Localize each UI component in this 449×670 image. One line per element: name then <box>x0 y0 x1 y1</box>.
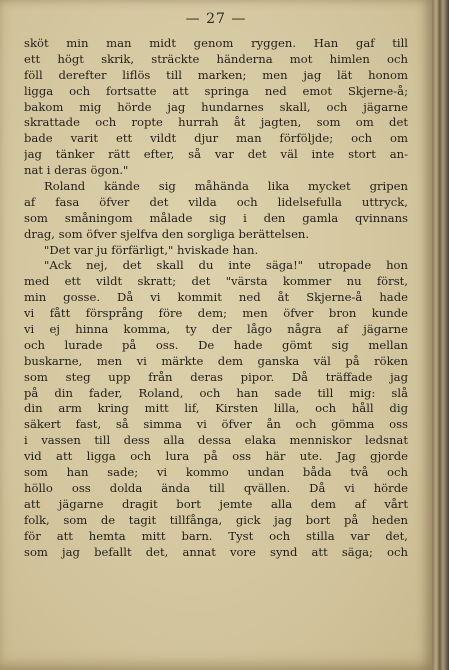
text-line: ett högt skrik, sträckte händerna mot himlen och <box>24 51 408 66</box>
text-line: som steg upp från deras pipor. Då träffade jag <box>24 369 408 384</box>
text-line: "Ack nej, det skall du inte säga!" utropade hon <box>44 258 408 273</box>
text-line: vi ej hinna komma, ty der lågo några af jägarne <box>24 322 408 337</box>
body-text <box>24 36 408 560</box>
text-line: ligga och fortsatte att springa ned emot Skjerne-å; <box>24 83 408 98</box>
text-line: som småningom målade sig i den gamla qvinnans <box>24 210 408 225</box>
text-line: på din fader, Roland, och han sade till mig: slå <box>24 385 408 400</box>
text-line: nat i deras ögon." <box>24 163 129 178</box>
text-line: bakom mig hörde jag hundarnes skall, och jägarne <box>24 99 408 114</box>
text-line: sköt min man midt genom ryggen. Han gaf till <box>24 36 408 50</box>
page-number: — 27 — <box>185 11 247 27</box>
text-line: att jägarne dragit bort jemte alla dem af vårt <box>24 496 408 511</box>
page-edge <box>432 0 449 670</box>
text-line: med ett vildt skratt; det "värsta kommer nu först, <box>24 274 408 289</box>
text-line: af fasa öfver det vilda och lidelsefulla uttryck, <box>24 194 408 209</box>
text-line: säkert fast, så simma vi öfver ån och gömma oss <box>24 417 408 432</box>
text-line: Roland kände sig måhända lika mycket gripen <box>44 179 408 194</box>
text-line: i vassen till dess alla dessa elaka menniskor ledsnat <box>24 433 408 448</box>
text-line: bade varit ett vildt djur man förföljde; och om <box>24 131 408 146</box>
text-line: skrattade och ropte hurrah åt jagten, som om det <box>24 115 408 130</box>
text-line: drag, som öfver sjelfva den sorgliga berättelsen. <box>24 226 310 241</box>
text-line: föll derefter liflös till marken; men jag lät honom <box>24 67 408 82</box>
text-line: vi fått försprång före dem; men öfver bron kunde <box>24 306 408 321</box>
text-line: din arm kring mitt lif, Kirsten lilla, och håll dig <box>24 401 408 416</box>
text-line: min gosse. Då vi kommit ned åt Skjerne-å hade <box>24 290 408 305</box>
text-line: buskarne, men vi märkte dem ganska väl på röken <box>24 353 408 368</box>
text-line: som jag befallt det, annat vore synd att säga; och <box>24 544 408 559</box>
text-line: folk, som de tagit tillfånga, gick jag bort på heden <box>24 512 408 527</box>
text-line: vid att ligga och lura på oss här ute. Jag gjorde <box>24 449 408 464</box>
text-line: och lurade på oss. De hade gömt sig mellan <box>24 337 408 352</box>
text-line: "Det var ju förfärligt," hviskade han. <box>44 242 259 257</box>
text-line: för att hemta mitt barn. Tyst och stilla var det, <box>24 528 408 543</box>
text-line: jag tänker rätt efter, så var det väl inte stort an- <box>24 147 408 162</box>
text-line: som han sade; vi kommo undan båda två och <box>24 465 408 480</box>
text-line: höllo oss dolda ända till qvällen. Då vi hörde <box>24 480 408 495</box>
